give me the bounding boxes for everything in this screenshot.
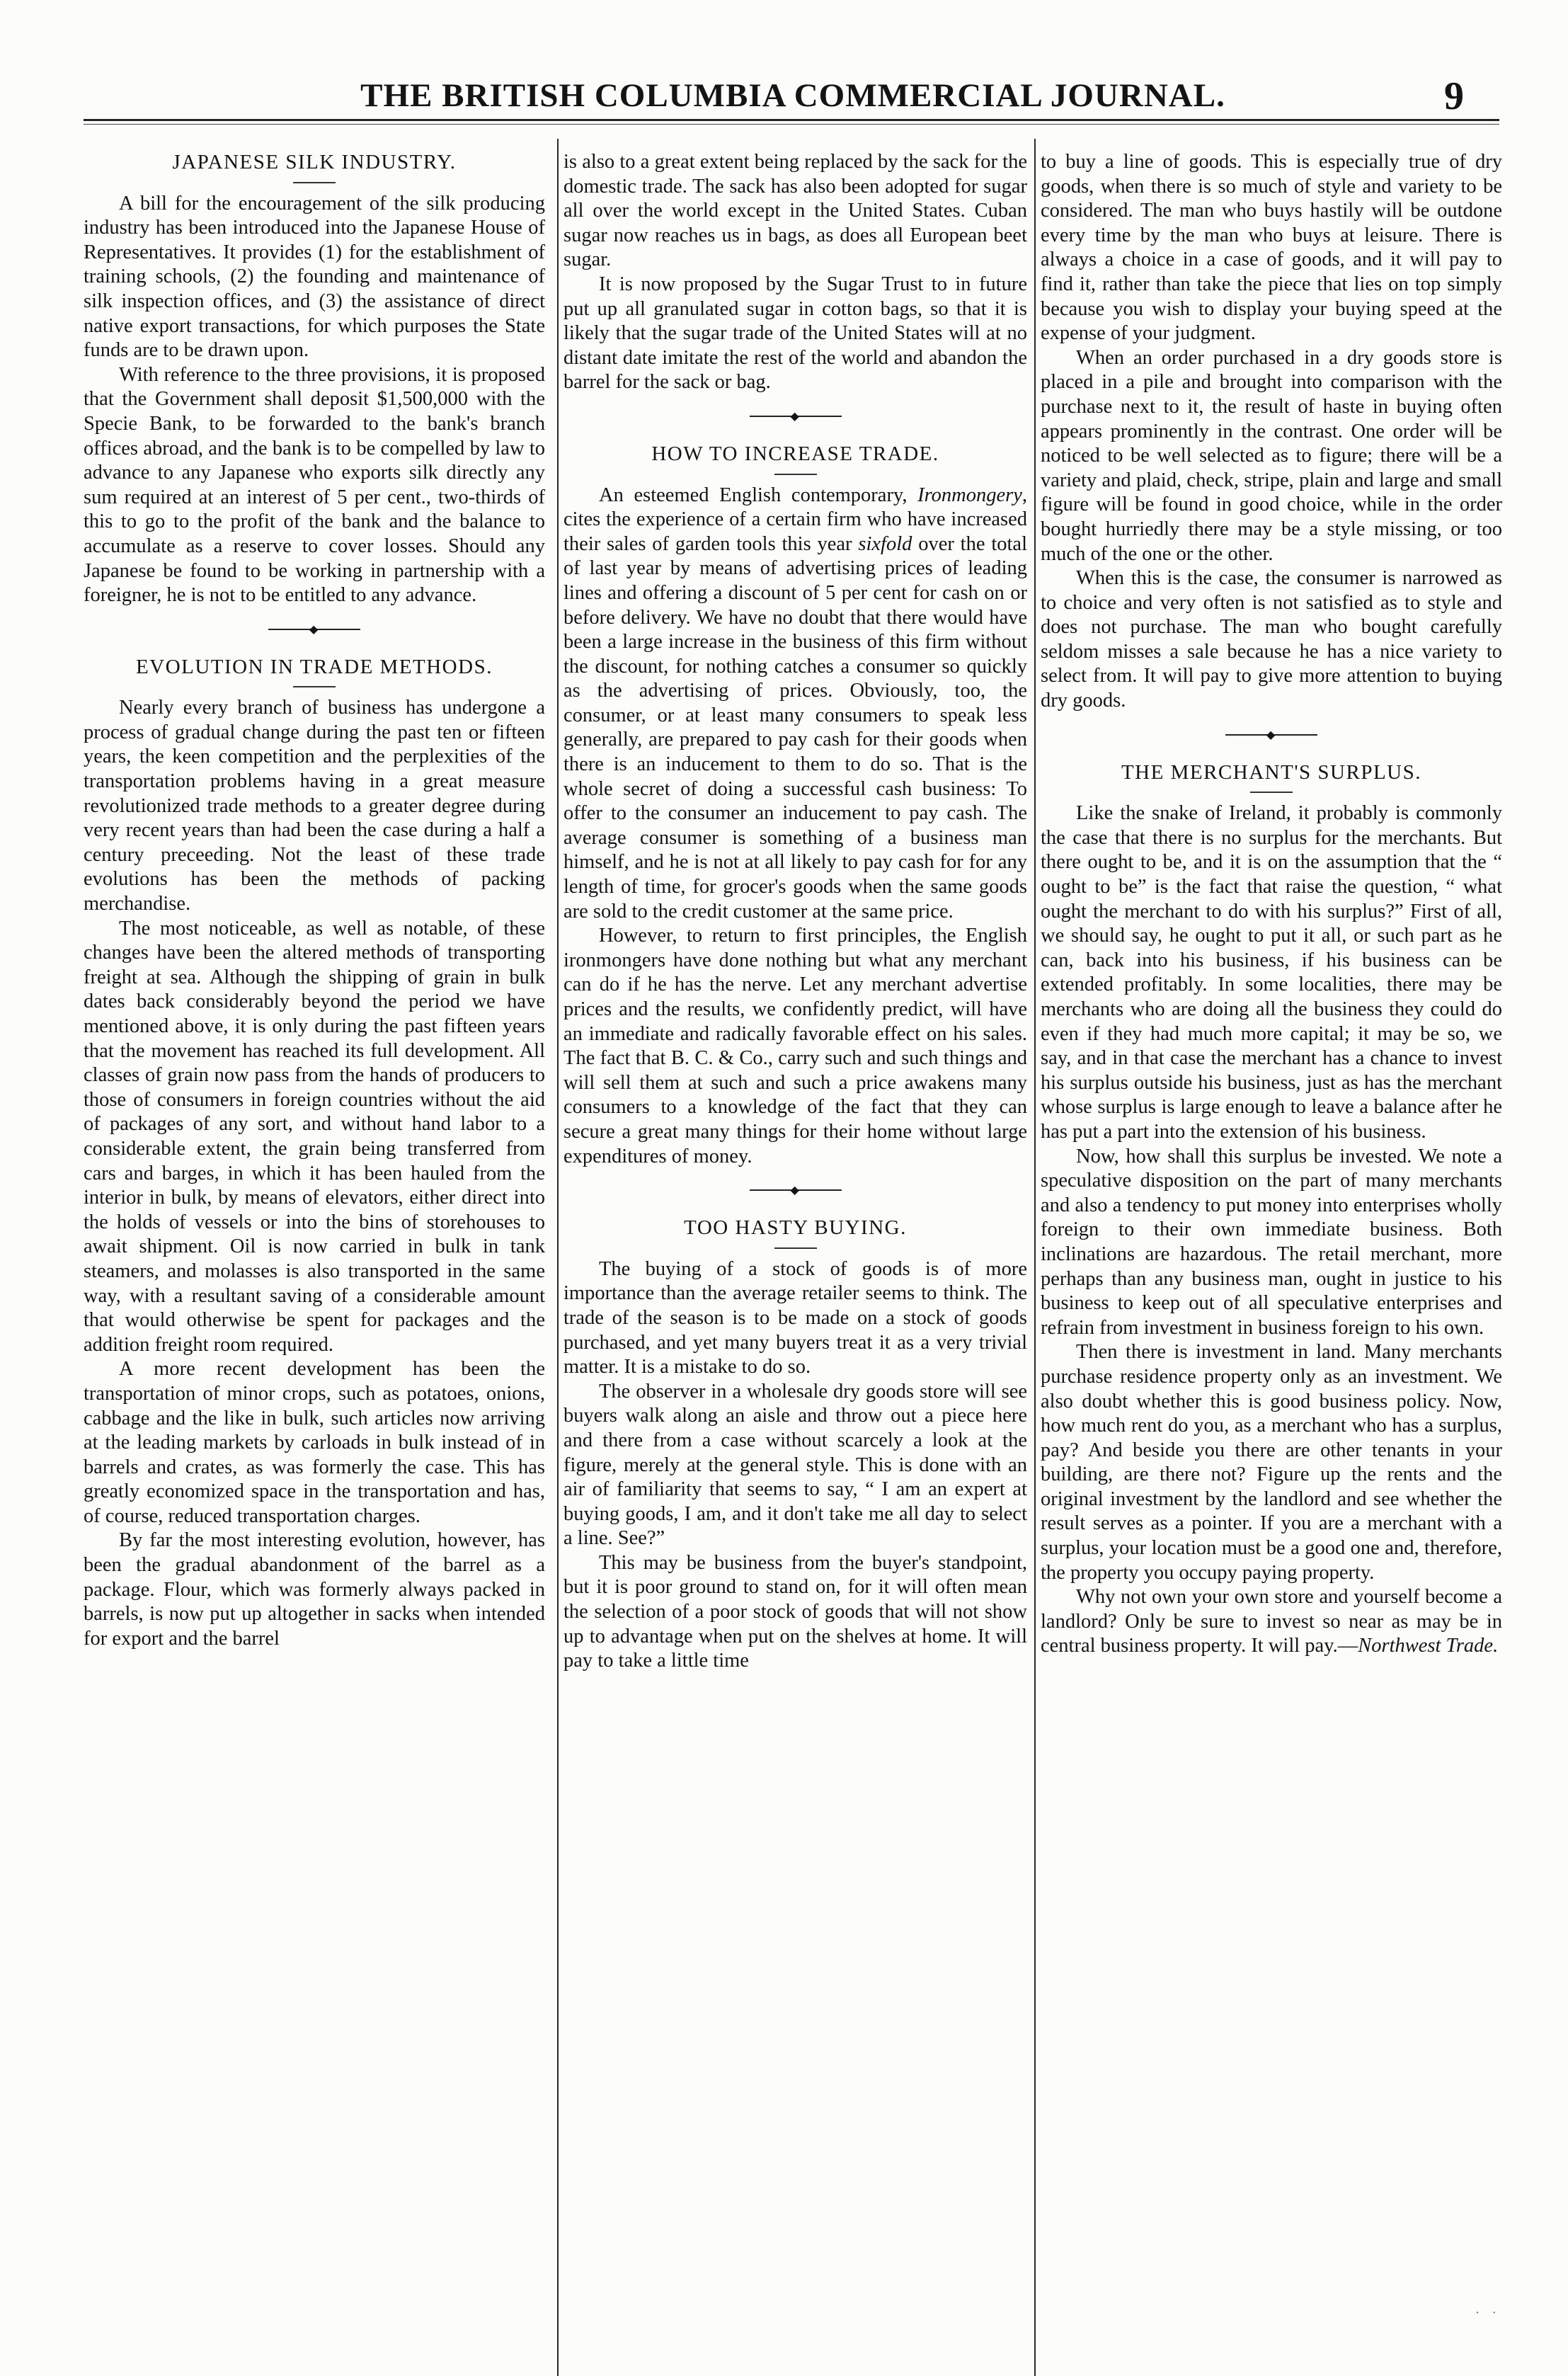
surplus-paragraph-2: Now, how shall this surplus be invested. We note a speculative disposition on the part of many merchants and also a tendency to put money into enterprises wholly foreign to their own immediate business. Both inclinations are hazardous. The retail merchant, more perhaps than any business man, ought in justice to his business to keep out of all speculative enterprises and refrain from investment in business foreign to his own. [1041,1145,1502,1339]
evolution-paragraph-5: is also to a great extent being replaced by the sack for the domestic trade. The sack has also been adopted for sugar all over the world except in the United States. Cuban sugar now reaches us in bags, as does all European beet sugar. [563,151,1027,271]
header-rule-thin [84,124,1499,125]
article-heading-silk: JAPANESE SILK INDUSTRY. [172,151,457,173]
silk-paragraph-2: With reference to the three provisions, it is proposed that the Government shall deposit $1,500,000 with the Specie Bank, to be forwarded to the bank's branch offices abroad, and the bank is to be compelled by law to advance to any Japanese who exports silk directly any sum required at an interest of 5 per cent., two-thirds of this to go to the profit of the bank and the balance to accumulate as a reserve to cover losses. Should any Japanese be found to be working in partnership with a foreigner, he is not to be entitled to any advance. [84,363,545,607]
hasty-paragraph-6: When this is the case, the consumer is narrowed as to choice and very often is not satisfied as to style and does not purchase. The man who bought carefully seldom misses a sale because he has a nice variety to select from. It will pay to give more attention to buying dry goods. [1041,567,1502,712]
increase-p1-emphasis: sixfold [858,532,912,555]
article-heading-surplus: THE MERCHANT'S SURPLUS. [1121,760,1422,784]
heading-rule [774,474,817,475]
article-separator: ◆ [563,1176,1027,1204]
column-1 [84,150,545,1651]
heading-rule [774,1247,817,1249]
hasty-paragraph-1: The buying of a stock of goods is of more importance than the average retailer seems to think. The trade of the season is to be made on a stock of goods purchased, and yet many buyers treat it as a very trivial matter. It is a mistake to do so. [563,1257,1027,1378]
masthead-title: THE BRITISH COLUMBIA COMMERCIAL JOURNAL. [360,77,1225,114]
column-divider-right [1034,139,1036,2376]
article-separator: ◆ [1041,721,1502,749]
evolution-paragraph-1: Nearly every branch of business has undergone a process of gradual change during the past ten or fifteen years, the keen competition and the perplexities of the transportation problems having in a great measure revolutionized trade methods to a greater degree during very recent years than had been the case during a half a century preceeding. Not the least of these trade evolutions has been the methods of packing merchandise. [84,697,545,915]
article-separator: ◆ [84,615,545,644]
hasty-paragraph-4: to buy a line of goods. This is especially true of dry goods, when there is so much of style and variety to be considered. The man who buys hastily will be outdone every time by the man who buys at leisure. There is always a choice in a case of goods, and it will pay to find it, rather than take the piece that lies on top simply because you wish to display your buying speed at the expense of your judgment. [1041,151,1502,345]
article-heading-hasty: TOO HASTY BUYING. [684,1216,907,1240]
silk-paragraph-1: A bill for the encouragement of the silk producing industry has been introduced into the Japanese House of Representatives. It provides (1) for the establishment of training schools, (2) the founding and maintenance of silk inspection offices, and (3) the assistance of direct native export transactions, for which purposes the State funds are to be drawn upon. [84,192,545,362]
page-number: 9 [1444,74,1464,118]
column-2 [563,150,1027,1674]
print-specks: · · [1475,2305,1501,2321]
evolution-paragraph-3: A more recent development has been the transportation of minor crops, such as potatoes, onions, cabbage and the like in bulk, such articles now arriving at the leading markets by carloads in bulk instead of in barrels and crates, as was formerly the case. This has greatly economized space in the transportation and has, of course, reduced transportation charges. [84,1358,545,1527]
hasty-paragraph-3: This may be business from the buyer's standpoint, but it is poor ground to stand on, for it will often mean the selection of a poor stock of goods that will not show up to advantage when put on the shelves at home. It will pay to take a little time [563,1551,1027,1672]
heading-rule [1250,792,1293,793]
column-divider-left [557,139,559,2376]
surplus-paragraph-1: Like the snake of Ireland, it probably is commonly the case that there is no surplus for the merchants. But there ought to be, and it is on the assumption that the “ ought to be” is the fact that raise the question, “ what ought the merchant to do with his surplus?” First of all, we should say, he ought to put it all, or such part as he can, back into his business, if his business can be extended profitably. In some localities, there may be merchants who are doing all the business they could do even if they had much more capital; it may be so, we say, and in that case the merchant has a chance to invest his surplus outside his business, just as has the merchant whose surplus is large enough to leave a balance after he has put a part into the extension of his business. [1041,802,1502,1143]
article-heading-evolution: EVOLUTION IN TRADE METHODS. [136,655,493,678]
increase-p1-text-e: over the total of last year by means of advertising prices of leading lines and offering a discount of 5 per cent for cash on or before delivery. We have no doubt that there would have been a large increase in the business of this firm without the discount, for nothing catches a consumer so quickly as the advertising of prices. Obviously, too, the consumer, or at least many consumers to speak less generally, are prepared to pay cash for their goods when there is an inducement to them to do so. That is the whole secret of doing a successful cash business: To offer to the consumer an inducement to pay cash. The average consumer is something of a business man himself, and he is not at all likely to pay cash for for any length of time, for grocer's goods when the same goods are sold to the credit customer at the same price. [563,532,1027,923]
article-heading-increase: HOW TO INCREASE TRADE. [651,442,939,465]
increase-paragraph-2: However, to return to first principles, the English ironmongers have done nothing but what any merchant can do if he has the nerve. Let any merchant advertise prices and the results, we confidently predict, will have an immediate and radically favorable effect on his sales. The fact that B. C. & Co., carry such and such things and will sell them at such and such a price awakens many consumers to a knowledge of the fact that they can secure a great many things for their home without large expenditures of money. [563,925,1027,1167]
article-separator: ◆ [563,402,1027,430]
heading-rule [293,182,336,183]
surplus-p4-text: Why not own your own store and yourself become a landlord? Only be sure to invest so near as may be in central business property. It will pay.— [1041,1586,1502,1657]
increase-paragraph-1 [563,484,1027,925]
surplus-paragraph-4 [1041,1585,1502,1659]
column-3 [1041,150,1502,1659]
source-attribution: Northwest Trade. [1358,1635,1499,1657]
increase-p1-text-a: An esteemed English contemporary, [599,484,918,506]
evolution-paragraph-4: By far the most interesting evolution, however, has been the gradual abandonment of the barrel as a package. Flour, which was formerly always packed in barrels, is now put up altogether in sacks when intended for export and the barrel [84,1529,545,1650]
increase-p1-text-c: , cites the experience of a certain firm who have increased their sales of garden tools this year [563,484,1027,555]
evolution-paragraph-2: The most noticeable, as well as notable, of these changes have been the altered methods of transporting freight at sea. Although the shipping of grain in bulk dates back considerably beyond the period we have mentioned above, it is only during the past fifteen years that the movement has reached its full development. All classes of grain now pass from the hands of producers to those of consumers in foreign countries without the aid of packages of any sort, and without hand labor to a considerable extent, the grain being transferred from cars and barges, in which it has been hauled from the interior in bulk, by means of elevators, either direct into the holds of vessels or into the bins of storehouses to await shipment. Oil is now carried in bulk in tank steamers, and molasses is also transported in the same way, with a resultant saving of a considerable amount that would otherwise be spent for packages and the addition freight room required. [84,917,545,1356]
heading-rule [293,686,336,687]
header-rule [84,119,1499,121]
increase-p1-publication: Ironmongery [917,484,1022,506]
hasty-paragraph-2: The observer in a wholesale dry goods store will see buyers walk along an aisle and throw out a piece here and there from a case without scarcely a look at the figure, merely at the general style. This is done with an air of familiarity that seems to say, “ I am an expert at buying goods, I am, and it don't take me all day to select a line. See?” [563,1380,1027,1550]
hasty-paragraph-5: When an order purchased in a dry goods store is placed in a pile and brought into comparison with the purchase next to it, the result of haste in buying often appears prominently in the contrast. One order will be noticed to be well selected as to figure; there will be a variety and plaid, check, stripe, plain and large and small figure will be found in good choice, while in the order bought hurriedly there may be a style missing, or too much of the one or the other. [1041,346,1502,565]
surplus-paragraph-3: Then there is investment in land. Many merchants purchase residence property only as an investment. We also doubt whether this is good business policy. Now, how much rent do you, as a merchant who has a surplus, pay? And beside you there are other tenants in your building, are there not? Figure up the rents and the original investment by the landlord and see whether the result serves as a pointer. If you are a merchant with a surplus, your location must be a good one and, therefore, the property you occupy paying property. [1041,1341,1502,1584]
evolution-paragraph-6: It is now proposed by the Sugar Trust to in future put up all granulated sugar in cotton bags, so that it is likely that the sugar trade of the United States will at no distant date imitate the rest of the world and abandon the barrel for the sack or bag. [563,273,1027,394]
